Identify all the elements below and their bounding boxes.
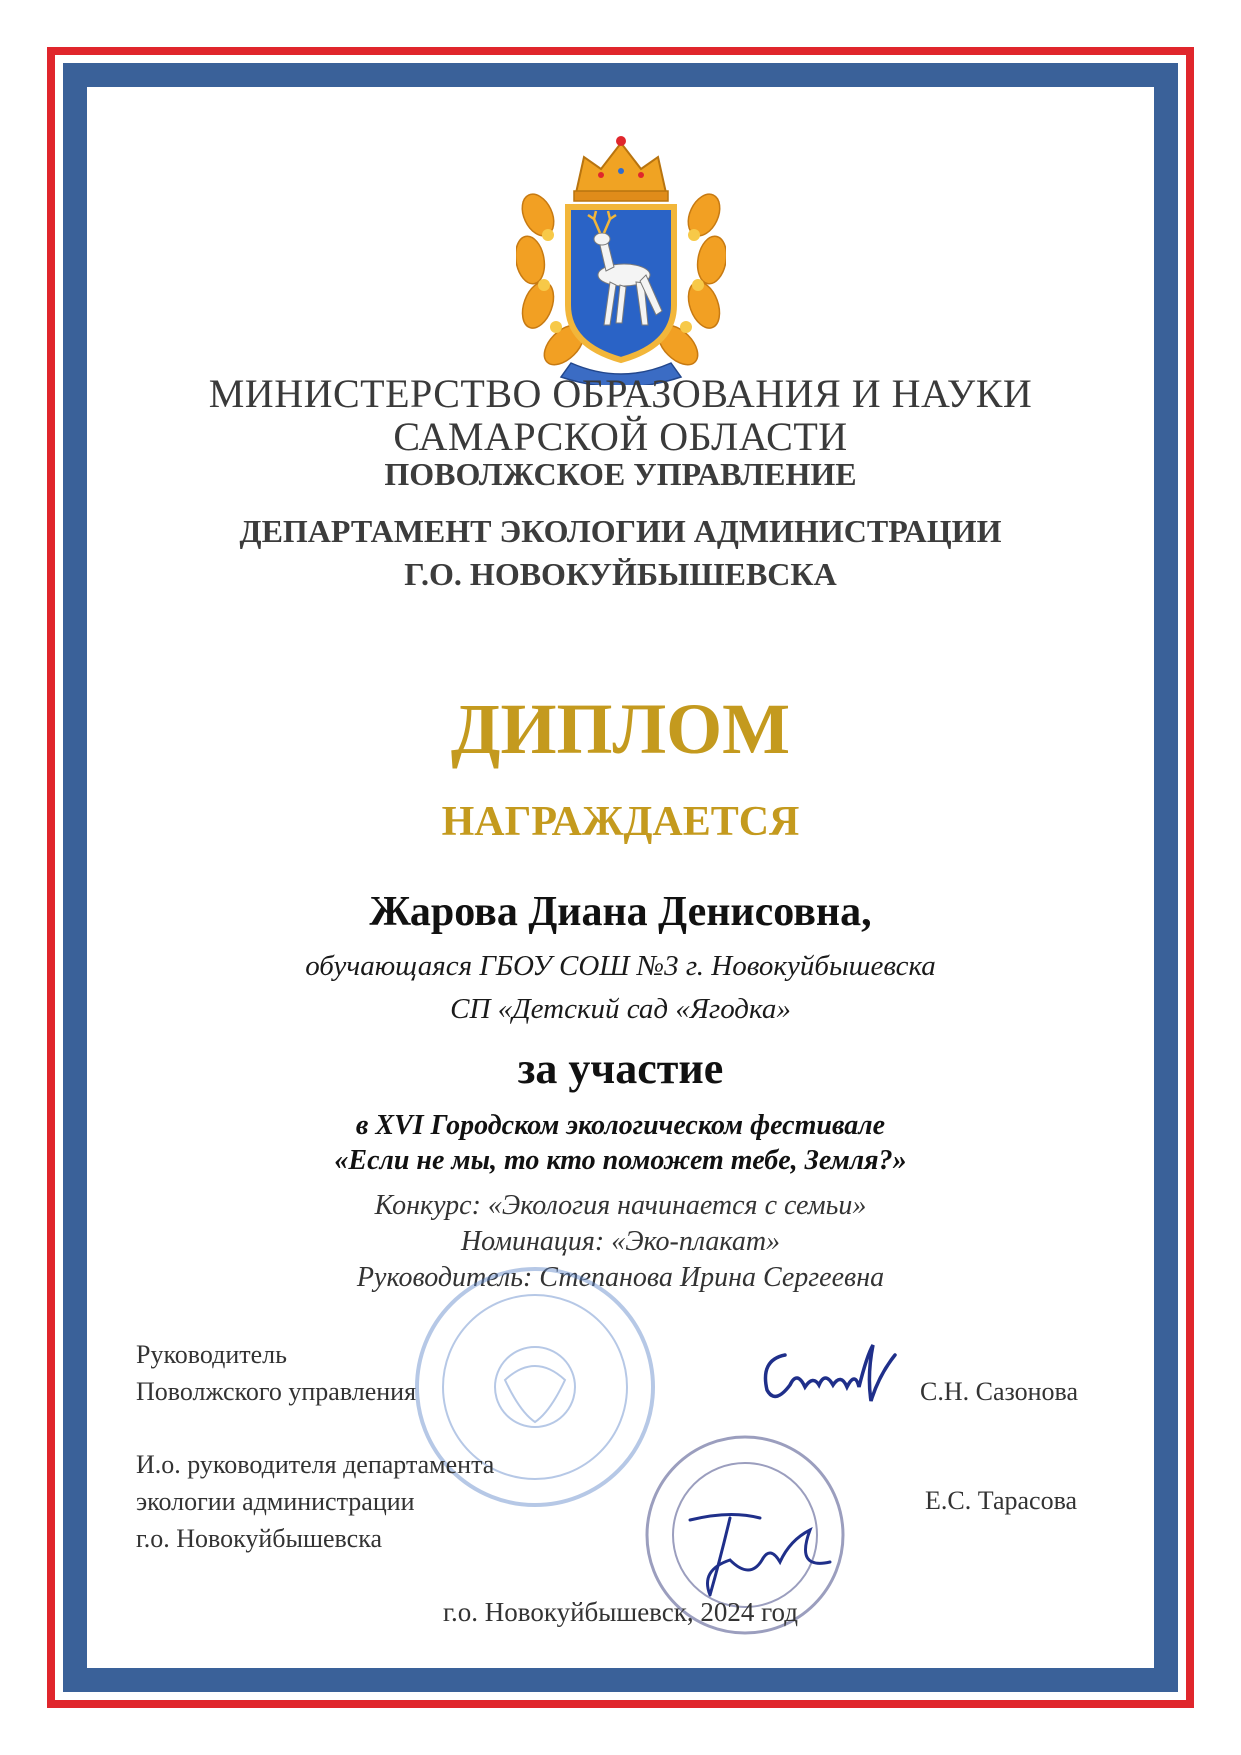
signatory-1-title-line1: Руководитель (136, 1340, 287, 1369)
ministry-title-line2: САМАРСКОЙ ОБЛАСТИ (393, 414, 848, 459)
samara-coat-of-arms-icon (516, 135, 726, 385)
nomination-name: Номинация: «Эко-плакат» (460, 1226, 781, 1257)
signatory-2-title-line1: И.о. руководителя департамента (136, 1450, 495, 1479)
department-title-line1: ДЕПАРТАМЕНТ ЭКОЛОГИИ АДМИНИСТРАЦИИ (239, 513, 1002, 549)
signatory-1-name: С.Н. Сазонова (920, 1377, 1079, 1406)
recipient-name: Жарова Диана Денисовна, (369, 889, 872, 935)
participation-heading: за участие (517, 1044, 724, 1093)
recipient-school: обучающаяся ГБОУ СОШ №3 г. Новокуйбышевска (305, 950, 936, 982)
signature-tarasova-icon (670, 1500, 850, 1610)
festival-line2: «Если не мы, то кто поможет тебе, Земля?» (334, 1145, 907, 1176)
signatory-2-title-line2: экологии администрации (136, 1487, 415, 1516)
signature-sazonova-icon (755, 1335, 905, 1415)
directorate-title: ПОВОЛЖСКОЕ УПРАВЛЕНИЕ (384, 456, 857, 492)
supervisor-name: Руководитель: Степанова Ирина Сергеевна (356, 1262, 885, 1293)
recipient-unit: СП «Детский сад «Ягодка» (450, 993, 791, 1025)
festival-line1: в XVI Городском экологическом фестивале (355, 1110, 886, 1141)
ministry-title-line1: МИНИСТЕРСТВО ОБРАЗОВАНИЯ И НАУКИ (208, 371, 1033, 416)
signatory-2-name: Е.С. Тарасова (925, 1486, 1078, 1515)
department-title-line2: Г.О. НОВОКУЙБЫШЕВСКА (404, 556, 837, 592)
place-and-year: г.о. Новокуйбышевск, 2024 год (443, 1597, 798, 1627)
diploma-title: ДИПЛОМ (450, 689, 791, 769)
contest-name: Конкурс: «Экология начинается с семьи» (374, 1190, 867, 1221)
signatory-1-title-line2: Поволжского управления (136, 1377, 417, 1406)
signatory-2-title-line3: г.о. Новокуйбышевска (136, 1524, 382, 1553)
awarded-heading: НАГРАЖДАЕТСЯ (441, 799, 800, 845)
